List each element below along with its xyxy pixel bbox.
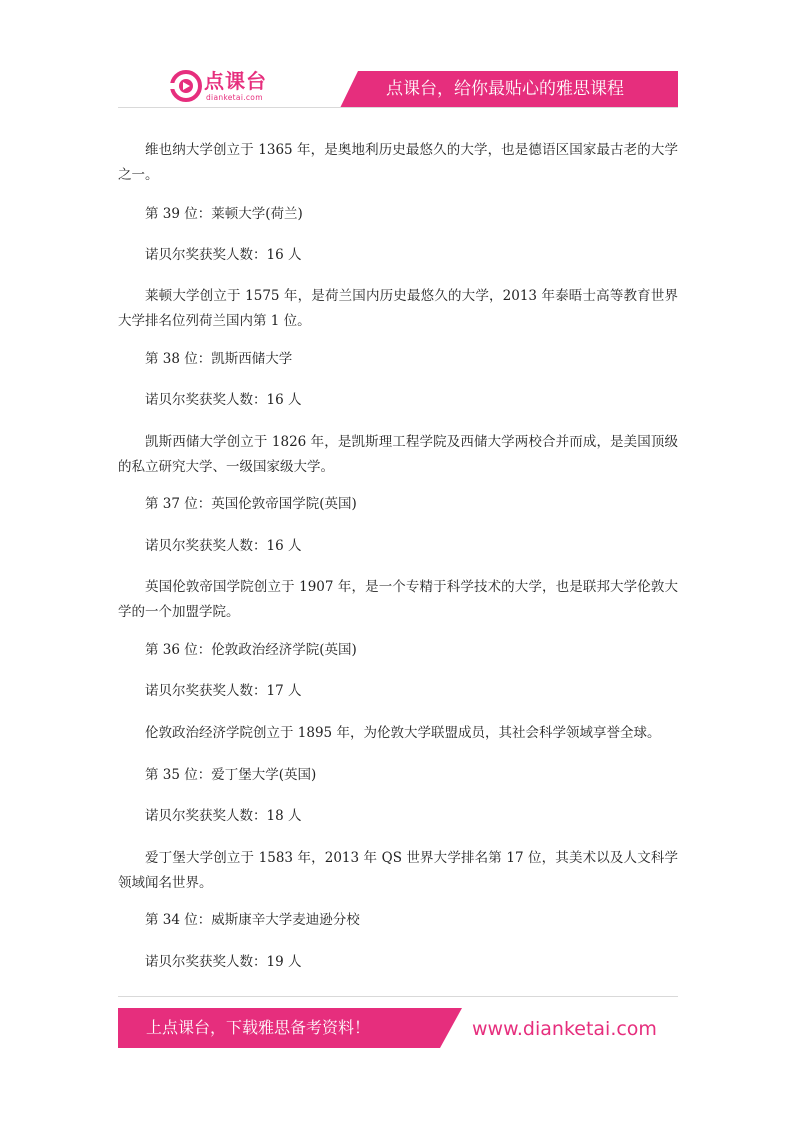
header-slogan: 点课台，给你最贴心的雅思课程 [386, 79, 624, 99]
logo-subtext: dianketai.com [206, 93, 263, 102]
logo[interactable] [170, 68, 280, 108]
paragraph-case-western: 凯斯西储大学创立于 1826 年，是凯斯理工程学院及西储大学两校合并而成，是美国顶级的私立研究大学、一级国家级大学。 [118, 434, 678, 475]
footer-website-link[interactable]: www.dianketai.com [472, 1018, 657, 1040]
nobel-count-36: 诺贝尔奖获奖人数：17 人 [145, 683, 302, 699]
footer-slogan[interactable]: 上点课台，下载雅思备考资料！ [146, 1018, 371, 1037]
rank-heading-37: 第 37 位：英国伦敦帝国学院(英国) [145, 496, 357, 512]
rank-heading-36: 第 36 位：伦敦政治经济学院(英国) [145, 642, 357, 658]
nobel-count-38: 诺贝尔奖获奖人数：16 人 [145, 392, 302, 408]
rank-heading-35: 第 35 位：爱丁堡大学(英国) [145, 767, 317, 783]
footer-divider [118, 996, 678, 997]
rank-heading-34: 第 34 位：威斯康辛大学麦迪逊分校 [145, 912, 360, 928]
nobel-count-39: 诺贝尔奖获奖人数：16 人 [145, 247, 302, 263]
paragraph-leiden: 莱顿大学创立于 1575 年，是荷兰国内历史最悠久的大学，2013 年泰晤士高等教育世界大学排名位列荷兰国内第 1 位。 [118, 288, 678, 329]
nobel-count-34: 诺贝尔奖获奖人数：19 人 [145, 954, 302, 970]
paragraph-vienna-intro: 维也纳大学创立于 1365 年，是奥地利历史最悠久的大学，也是德语区国家最古老的大学之一。 [118, 142, 678, 183]
logo-text: 点课台 [204, 69, 267, 93]
nobel-count-37: 诺贝尔奖获奖人数：16 人 [145, 538, 302, 554]
logo-icon [170, 70, 202, 102]
rank-heading-39: 第 39 位：莱顿大学(荷兰) [145, 206, 303, 222]
rank-heading-38: 第 38 位：凯斯西储大学 [145, 351, 293, 367]
page-header [0, 0, 794, 115]
paragraph-imperial: 英国伦敦帝国学院创立于 1907 年，是一个专精于科学技术的大学，也是联邦大学伦敦大学的一个加盟学院。 [118, 579, 678, 620]
paragraph-edinburgh: 爱丁堡大学创立于 1583 年，2013 年 QS 世界大学排名第 17 位，其美术以及人文科学领域闻名世界。 [118, 850, 678, 891]
nobel-count-35: 诺贝尔奖获奖人数：18 人 [145, 808, 302, 824]
header-divider [118, 107, 678, 108]
paragraph-lse: 伦敦政治经济学院创立于 1895 年，为伦敦大学联盟成员，其社会科学领域享誉全球。 [145, 725, 661, 741]
